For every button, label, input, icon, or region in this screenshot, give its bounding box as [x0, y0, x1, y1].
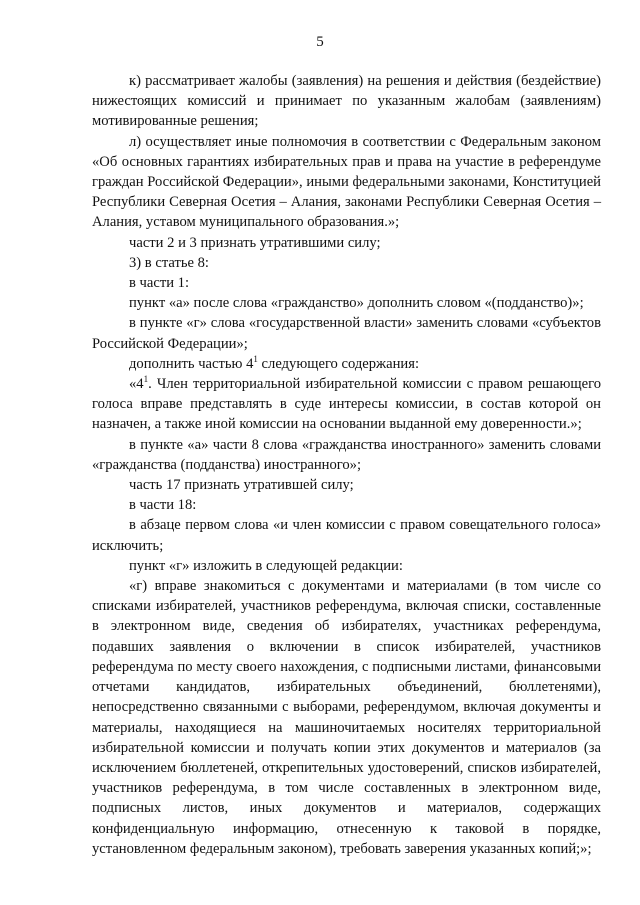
paragraph-article-8: 3) в статье 8:	[129, 254, 209, 271]
paragraph-part-4-1-text	[92, 374, 601, 435]
paragraph-parts-2-3: части 2 и 3 признать утратившими силу;	[129, 234, 381, 251]
paragraph-part-4-1-start: «4	[129, 376, 144, 393]
paragraph-l: л) осуществляет иные полномочия в соответствии с Федеральным законом «Об основных гарантиях избирательных прав и права на участие в референдуме граждан Российской Федерации», иными федеральными законами, Конституцией Республики Северная Осетия – Алания, законами Республики Северная Осетия – Алания, уставом муниципального образования.»;	[92, 133, 601, 231]
paragraph-part-1: в части 1:	[129, 275, 190, 292]
paragraph-add-part-4-1-end: следующего содержания:	[257, 355, 420, 372]
paragraph-first-abzac: в абзаце первом слова «и член комиссии с правом совещательного голоса» исключить;	[92, 517, 601, 554]
paragraph-item-g-text: «г) вправе знакомиться с документами и материалами (в том числе со списками избирателей, участников референдума, включая списки, составленные в электронном виде, сведения об избирателях, участниках референдума, подавших заявления о включении в список избирателей, участников референдума по месту своего нахождения, с подписными листами, финансовыми отчетами кандидатов, избирательных объединений, бюллетенями), непосредственно связанными с выборами, референдумом, включая документы и материалы, находящиеся на машиночитаемых носителях территориальной избирательной комиссии и получать копии этих документов и материалов (за исключением бюллетеней, открепительных удостоверений, списков избирателей, участников референдума, в том числе составленных в электронном виде, подписных листов, иных документов и материалов, содержащих конфиденциальную информацию, отнесенную к таковой в порядке, установленном федеральным законом), требовать заверения указанных копий;»;	[92, 578, 601, 857]
paragraph-item-g-new: пункт «г» изложить в следующей редакции:	[129, 557, 403, 574]
paragraph-k: к) рассматривает жалобы (заявления) на решения и действия (бездействие) нижестоящих комиссий и принимает по указанным жалобам (заявлениям) мотивированные решения;	[92, 73, 601, 130]
paragraph-item-a: пункт «а» после слова «гражданство» дополнить словом «(подданство)»;	[129, 295, 584, 312]
paragraph-item-g: в пункте «г» слова «государственной власти» заменить словами «субъектов Российской Федерации»;	[92, 315, 601, 352]
paragraph-part-18: в части 18:	[129, 497, 197, 514]
paragraph-part-8: в пункте «а» части 8 слова «гражданства иностранного» заменить словами «гражданства (подданства) иностранного»;	[92, 436, 601, 473]
paragraph-add-part-4-1-start: дополнить частью 4	[129, 355, 254, 372]
paragraph-add-part-4-1	[92, 354, 601, 374]
document-body	[92, 71, 601, 859]
page-number: 5	[316, 34, 324, 50]
superscript: 1	[143, 374, 149, 385]
superscript: 1	[253, 353, 258, 364]
paragraph-part-17: часть 17 признать утратившей силу;	[129, 477, 354, 494]
paragraph-part-4-1-end: . Член территориальной избирательной комиссии с правом решающего голоса вправе представлять в суде интересы комиссии, в состав которой он назначен, а также иной комиссии на основании выданной ему доверенности.»;	[92, 376, 601, 433]
